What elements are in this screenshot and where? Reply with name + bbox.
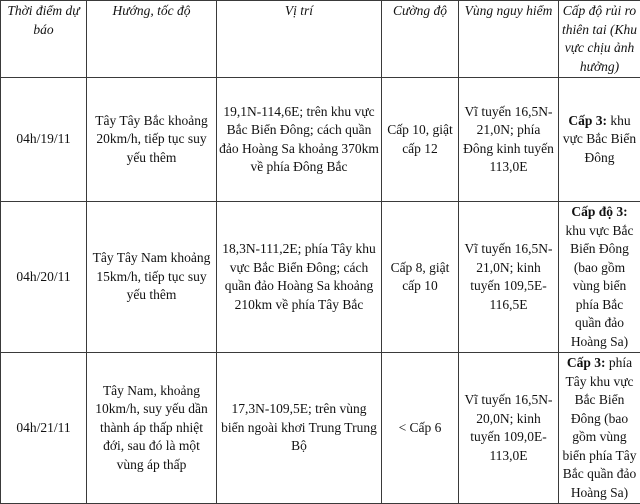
cell-position: 18,3N-111,2E; phía Tây khu vực Bắc Biển Đông; cách quần đảo Hoàng Sa khoảng 210km về phía Tây Bắc <box>217 202 382 353</box>
cell-risk-level <box>559 353 640 504</box>
cell-danger-zone: Vĩ tuyến 16,5N-21,0N; kinh tuyến 109,5E-116,5E <box>459 202 559 353</box>
cell-direction: Tây Tây Nam khoảng 15km/h, tiếp tục suy yếu thêm <box>87 202 217 353</box>
cell-risk-level <box>559 202 640 353</box>
table-row <box>1 353 640 504</box>
risk-level-label: Cấp độ 3: <box>571 204 627 219</box>
cell-intensity: Cấp 8, giật cấp 10 <box>382 202 459 353</box>
header-intensity: Cường độ <box>382 1 459 78</box>
header-risk-level: Cấp độ rủi ro thiên tai (Khu vực chịu ảnh hưởng) <box>559 1 640 78</box>
risk-level-text: phía Tây khu vực Bắc Biển Đông (bao gồm vùng biển phía Tây Bắc quần đảo Hoàng Sa) <box>563 355 637 500</box>
table-header-row <box>1 1 640 78</box>
header-danger-zone: Vùng nguy hiểm <box>459 1 559 78</box>
risk-level-label: Cấp 3: <box>567 355 606 370</box>
cell-danger-zone: Vĩ tuyến 16,5N-20,0N; kinh tuyến 109,0E-113,0E <box>459 353 559 504</box>
cell-danger-zone: Vĩ tuyến 16,5N-21,0N; phía Đông kinh tuyến 113,0E <box>459 78 559 202</box>
table-row <box>1 78 640 202</box>
risk-level-text: khu vực Bắc Biển Đông <box>563 113 636 165</box>
risk-level-text: khu vực Bắc Biển Đông (bao gồm vùng biển phía Bắc quần đảo Hoàng Sa) <box>565 223 633 349</box>
cell-intensity: Cấp 10, giật cấp 12 <box>382 78 459 202</box>
risk-level-label: Cấp 3: <box>568 113 607 128</box>
header-time: Thời điểm dự báo <box>1 1 87 78</box>
cell-intensity: < Cấp 6 <box>382 353 459 504</box>
cell-direction: Tây Nam, khoảng 10km/h, suy yếu dần thành áp thấp nhiệt đới, sau đó là một vùng áp thấp <box>87 353 217 504</box>
header-position: Vị trí <box>217 1 382 78</box>
cell-risk-level <box>559 78 640 202</box>
cell-time: 04h/19/11 <box>1 78 87 202</box>
table-row <box>1 202 640 353</box>
cell-direction: Tây Tây Bắc khoảng 20km/h, tiếp tục suy yếu thêm <box>87 78 217 202</box>
cell-time: 04h/21/11 <box>1 353 87 504</box>
cell-position: 19,1N-114,6E; trên khu vực Bắc Biển Đông; cách quần đảo Hoàng Sa khoảng 370km về phía Đông Bắc <box>217 78 382 202</box>
cell-time: 04h/20/11 <box>1 202 87 353</box>
header-direction: Hướng, tốc độ <box>87 1 217 78</box>
cell-position: 17,3N-109,5E; trên vùng biển ngoài khơi Trung Trung Bộ <box>217 353 382 504</box>
